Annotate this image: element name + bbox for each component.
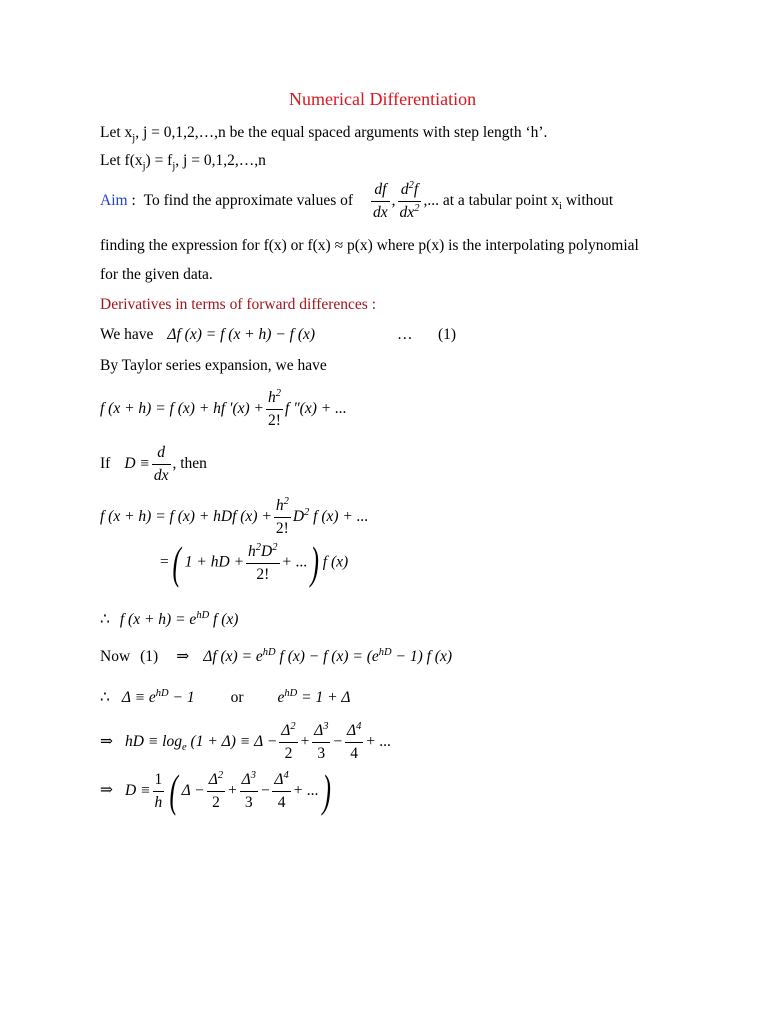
taylor-intro: By Taylor series expansion, we have xyxy=(100,357,327,374)
eq-number: (1) xyxy=(140,648,159,665)
eq-term: 1 + Δ xyxy=(195,732,231,750)
intro-text: , j = 0,1,2,…,n be the equal spaced arguments with step length ‘h’. xyxy=(135,124,548,141)
aim-continuation-1: finding the expression for f(x) or f(x) ≈ p(x) where p(x) is the interpolating polynomial xyxy=(100,237,639,254)
eq-rhs: f ″(x) + ... xyxy=(285,399,347,417)
fraction-delta4-4: $\frac{\Delta^4}{4}$ xyxy=(274,769,289,811)
equation-if-D xyxy=(100,444,207,485)
equation-delta xyxy=(100,690,351,706)
fraction-h2D2-2: $\frac{h^2D^2}{2!}$ xyxy=(248,541,278,583)
superscript: hD xyxy=(284,688,298,699)
eq-term: + ... xyxy=(281,553,308,571)
eq-term: − 1 xyxy=(168,689,195,706)
equation-taylor xyxy=(100,389,347,430)
eq-tail: f (x) xyxy=(322,553,349,571)
aim-text: To find the approximate values of xyxy=(143,191,354,209)
aim-line: Aim : To find the approximate values of $\frac{df}{dx}$ , $\frac{d^2f}{dx^2}$ ,... at a tabular point $x_i$ without xyxy=(100,180,614,221)
fraction-h2-2: $\frac{h^2}{2!}$ xyxy=(268,388,282,429)
fraction-delta3-3: $\frac{\Delta^3}{3}$ xyxy=(241,769,256,811)
plus-sign: + xyxy=(227,781,238,799)
intro-text: Let f(x xyxy=(100,152,143,169)
superscript: hD xyxy=(378,647,392,658)
intro-line-1 xyxy=(100,124,548,144)
aim-after-tail: without xyxy=(561,191,614,209)
fraction-h2-2: $\frac{h^2}{2!}$ xyxy=(275,496,289,537)
eq-term: f (x + h) = e xyxy=(119,611,197,628)
eq-lead: Now xyxy=(100,648,131,665)
equation-paren xyxy=(159,537,349,588)
equation-now: Now (1) ⇒ Δf $(x) = e^{hD}$ f (x) − f $(x) = (e^{hD} - 1)$ f (x) xyxy=(100,647,453,665)
eq-lhs: D ≡ xyxy=(124,454,150,472)
fraction-1-h: $\frac{1}{h}$ xyxy=(154,770,163,811)
eq-term: Δf (x) = e xyxy=(203,648,263,665)
page-title: Numerical Differentiation xyxy=(289,89,477,109)
equation-D xyxy=(100,765,334,816)
aim-after: ,... at a tabular point x xyxy=(423,191,560,209)
fraction-delta2-2: $\frac{\Delta^2}{2}$ xyxy=(281,721,296,762)
eq-term: f (x) xyxy=(209,611,239,628)
subscript: e xyxy=(181,741,187,753)
intro-text: ) = f xyxy=(145,152,173,169)
therefore-symbol: ∴ xyxy=(100,611,110,628)
aim-label: Aim xyxy=(100,191,128,209)
eq-tail: , then xyxy=(172,454,207,472)
eq-term: 1 + hD + xyxy=(184,553,245,571)
minus-sign: − xyxy=(332,732,343,750)
equation-1 xyxy=(100,327,315,343)
eq-lhs: f (x + h) = f (x) + hDf (x) + xyxy=(100,507,272,525)
intro-line-2 xyxy=(100,152,266,172)
implies-arrow: ⇒ xyxy=(176,648,190,665)
paren-right: ) xyxy=(322,765,331,816)
eq-rhs: D xyxy=(292,507,305,525)
eq-lead: If xyxy=(100,454,111,472)
equation-1-dots: … xyxy=(397,326,413,343)
superscript: 2 xyxy=(304,506,310,518)
eq-expression: Δf (x) = f (x + h) − f (x) xyxy=(167,326,316,343)
aim-continuation-2: for the given data. xyxy=(100,266,213,283)
eq-tail: + ... xyxy=(292,781,319,799)
equation-log: ⇒ hD ≡ $\log_e (1 + \Delta) \equiv \Delta$ − $\frac{\Delta^2}{2}$ + $\frac{\Delta^3}{3}$ − $\frac{\Delta^4}{4}$ + ... xyxy=(100,721,392,762)
section-heading: Derivatives in terms of forward differences : xyxy=(100,296,377,313)
eq-term: Δ ≡ e xyxy=(121,689,156,706)
eq-term: Δ − xyxy=(181,781,205,799)
fraction-delta4-4: $\frac{\Delta^4}{4}$ xyxy=(346,721,362,762)
eq-sign: = xyxy=(159,553,170,571)
subscript: i xyxy=(559,200,562,212)
fraction-d2f-dx2: $\frac{d^2f}{dx^2}$ xyxy=(399,180,420,221)
paren-left: ( xyxy=(172,537,182,588)
eq-term: D ≡ xyxy=(125,781,151,799)
plus-sign: + xyxy=(299,732,311,750)
eq-term: − 1 xyxy=(391,648,418,665)
eq-lead: We have xyxy=(100,326,154,343)
implies-arrow: ⇒ xyxy=(100,732,113,750)
implies-arrow: ⇒ xyxy=(100,781,113,799)
eq-term: = 1 + Δ xyxy=(297,689,351,706)
superscript: hD xyxy=(155,688,169,699)
superscript: hD xyxy=(262,647,276,658)
eq-term: hD ≡ log xyxy=(125,732,182,750)
eq-term: f (x) xyxy=(422,648,453,665)
equation-hD xyxy=(100,497,368,538)
equation-1-number: (1) xyxy=(438,326,457,343)
fraction-delta3-3: $\frac{\Delta^3}{3}$ xyxy=(314,721,329,762)
eq-term: e xyxy=(277,689,285,706)
subscript: j xyxy=(172,161,176,172)
paren-right: ) xyxy=(310,537,320,588)
fraction-df-dx: $\frac{df}{dx}$ xyxy=(373,181,388,221)
therefore-symbol: ∴ xyxy=(100,689,110,706)
subscript: j xyxy=(132,133,136,144)
eq-lhs: f (x + h) = f (x) + hf ′(x) + xyxy=(100,399,265,417)
superscript: hD xyxy=(196,610,210,621)
subscript: j xyxy=(142,161,146,172)
eq-term: f (x) − f (x) = xyxy=(275,648,363,665)
eq-tail: + ... xyxy=(365,732,392,750)
eq-term: ≡ Δ − xyxy=(239,732,278,750)
eq-term: e xyxy=(371,648,379,665)
fraction-delta2-2: $\frac{\Delta^2}{2}$ xyxy=(208,769,224,811)
or-word: or xyxy=(230,689,244,706)
aim-sep: : xyxy=(127,191,140,209)
equation-therefore-1 xyxy=(100,612,238,628)
fraction-d-dx: $\frac{d}{dx}$ xyxy=(153,444,169,484)
intro-text: , j = 0,1,2,…,n xyxy=(175,152,266,169)
paren-left: ( xyxy=(169,765,179,816)
minus-sign: − xyxy=(259,781,271,799)
intro-text: Let x xyxy=(100,124,133,141)
eq-rhs: f (x) + ... xyxy=(309,507,369,525)
